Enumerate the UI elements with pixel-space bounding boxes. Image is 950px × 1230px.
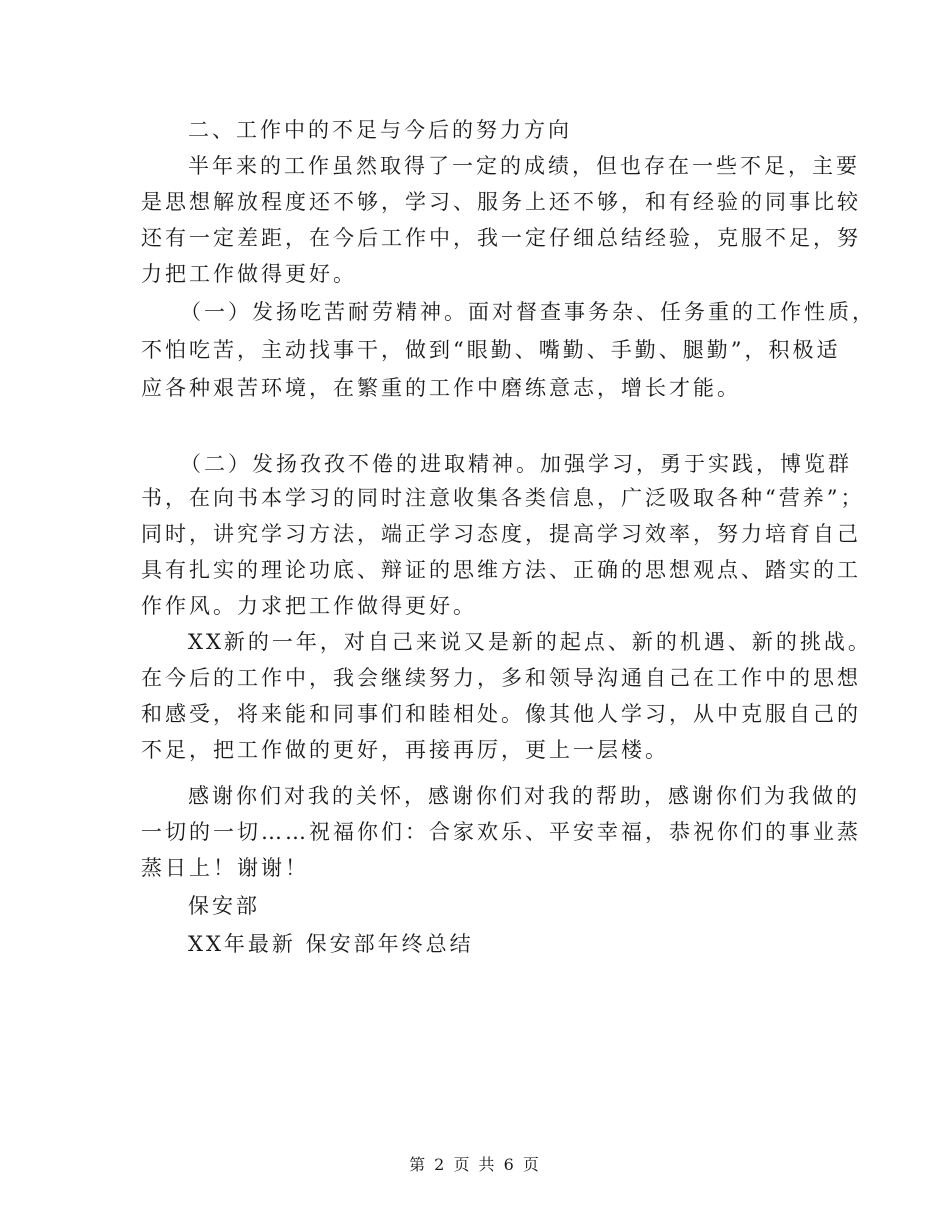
paragraph-3-line-2: 书，在向书本学习的同时注意收集各类信息，广泛吸取各种“营养”； bbox=[141, 486, 865, 510]
paragraph-2-line-1: （一）发扬吃苦耐劳精神。面对督查事务杂、任务重的工作性质， bbox=[180, 300, 876, 324]
paragraph-3-line-1: （二）发扬孜孜不倦的进取精神。加强学习，勇于实践，博览群 bbox=[180, 452, 852, 476]
paragraph-4-line-2: 在今后的工作中，我会继续努力，多和领导沟通自己在工作中的思想 bbox=[141, 666, 861, 690]
paragraph-4-line-4: 不足，把工作做的更好，再接再厉，更上一层楼。 bbox=[141, 738, 669, 762]
paragraph-5-line-2: 一切的一切……祝福你们：合家欢乐、平安幸福，恭祝你们的事业蒸 bbox=[141, 820, 861, 844]
paragraph-1-line-4: 力把工作做得更好。 bbox=[141, 262, 357, 286]
paragraph-3-line-5: 作作风。力求把工作做得更好。 bbox=[141, 594, 477, 618]
paragraph-1-line-2: 是思想解放程度还不够，学习、服务上还不够，和有经验的同事比较 bbox=[141, 190, 861, 214]
paragraph-1-line-3: 还有一定差距，在今后工作中，我一定仔细总结经验，克服不足，努 bbox=[141, 226, 861, 250]
paragraph-5-line-1: 感谢你们对我的关怀，感谢你们对我的帮助，感谢你们为我做的 bbox=[188, 784, 860, 808]
paragraph-4-line-1: XX新的一年，对自己来说又是新的起点、新的机遇、新的挑战。 bbox=[188, 630, 872, 654]
paragraph-4-line-3: 和感受，将来能和同事们和睦相处。像其他人学习，从中克服自己的 bbox=[141, 702, 861, 726]
paragraph-5-line-3: 蒸日上！谢谢！ bbox=[141, 856, 309, 880]
page-number-footer: 第 2 页 共 6 页 bbox=[409, 1155, 541, 1174]
paragraph-2-line-3: 应各种艰苦环境，在繁重的工作中磨练意志，增长才能。 bbox=[141, 376, 741, 400]
paragraph-3-line-3: 同时，讲究学习方法，端正学习态度，提高学习效率，努力培育自己 bbox=[141, 522, 861, 546]
section-heading: 二、工作中的不足与今后的努力方向 bbox=[188, 118, 572, 142]
paragraph-3-line-4: 具有扎实的理论功底、辩证的思维方法、正确的思想观点、踏实的工 bbox=[141, 558, 861, 582]
paragraph-2-line-2: 不怕吃苦，主动找事干，做到“眼勤、嘴勤、手勤、腿勤”，积极适 bbox=[141, 338, 841, 362]
signature-department: 保安部 bbox=[188, 894, 260, 918]
closing-title: XX年最新 保安部年终总结 bbox=[188, 932, 474, 956]
paragraph-1-line-1: 半年来的工作虽然取得了一定的成绩，但也存在一些不足，主要 bbox=[188, 154, 860, 178]
